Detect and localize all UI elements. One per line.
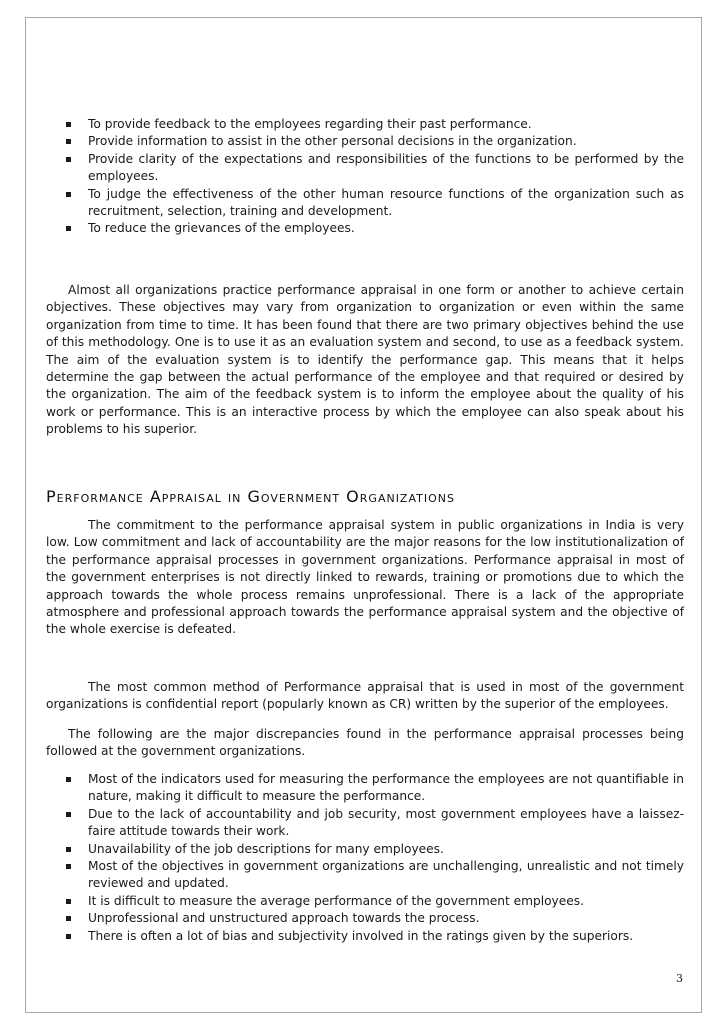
list-item: To judge the effectiveness of the other human resource functions of the organization such as recruitment, selection, training and development. <box>46 186 684 221</box>
government-paragraph-3: The following are the major discrepancies found in the performance appraisal processes being followed at the government organizations. <box>46 727 684 759</box>
bullet-square-icon <box>66 864 71 869</box>
government-paragraph-2-block <box>46 679 684 714</box>
bullet-square-icon <box>66 157 71 162</box>
discrepancies-list-block <box>46 771 684 945</box>
page-number: 3 <box>676 972 683 985</box>
list-item: It is difficult to measure the average performance of the government employees. <box>46 893 684 910</box>
bullet-square-icon <box>66 899 71 904</box>
discrepancies-list <box>46 771 684 945</box>
section-heading: Performance Appraisal in Government Organizations <box>46 487 455 506</box>
government-paragraph-1: The commitment to the performance appraisal system in public organizations in India is very low. Low commitment and lack of accountability are the major reasons for the low institutionalization of the performance appraisal processes in government organizations. Performance appraisal in most of the government enterprises is not directly linked to rewards, training or promotions due to which the approach towards the whole process remains unprofessional. There is a lack of the appropriate atmosphere and professional approach towards the performance appraisal system and the objective of the whole exercise is defeated. <box>46 518 684 637</box>
bullet-square-icon <box>66 934 71 939</box>
bullet-square-icon <box>66 847 71 852</box>
government-paragraph-3-block <box>46 726 684 761</box>
objectives-list-block <box>46 116 684 238</box>
list-item: There is often a lot of bias and subjectivity involved in the ratings given by the superiors. <box>46 928 684 945</box>
list-item: Unavailability of the job descriptions for many employees. <box>46 841 684 858</box>
bullet-square-icon <box>66 139 71 144</box>
list-item: Provide clarity of the expectations and responsibilities of the functions to be performed by the employees. <box>46 151 684 186</box>
list-item: Provide information to assist in the other personal decisions in the organization. <box>46 133 684 150</box>
list-item: Most of the objectives in government organizations are unchallenging, unrealistic and not timely reviewed and updated. <box>46 858 684 893</box>
bullet-square-icon <box>66 226 71 231</box>
government-paragraph-2: The most common method of Performance appraisal that is used in most of the government organizations is confidential report (popularly known as CR) written by the superior of the employees. <box>46 680 684 712</box>
objectives-list <box>46 116 684 238</box>
objectives-paragraph-block <box>46 282 684 439</box>
bullet-square-icon <box>66 916 71 921</box>
list-item: To provide feedback to the employees regarding their past performance. <box>46 116 684 133</box>
list-item: Unprofessional and unstructured approach towards the process. <box>46 910 684 927</box>
list-item: To reduce the grievances of the employees. <box>46 220 684 237</box>
list-item: Most of the indicators used for measuring the performance the employees are not quantifiable in nature, making it difficult to measure the performance. <box>46 771 684 806</box>
bullet-square-icon <box>66 192 71 197</box>
bullet-square-icon <box>66 777 71 782</box>
bullet-square-icon <box>66 812 71 817</box>
objectives-paragraph: Almost all organizations practice performance appraisal in one form or another to achieve certain objectives. These objectives may vary from organization to organization or even within the same organization from time to time. It has been found that there are two primary objectives behind the use of this methodology. One is to use it as an evaluation system and second, to use as a feedback system. The aim of the evaluation system is to identify the performance gap. This means that it helps determine the gap between the actual performance of the employee and that required or desired by the organization. The aim of the feedback system is to inform the employee about the quality of his work or performance. This is an interactive process by which the employee can also speak about his problems to his superior. <box>46 283 684 437</box>
list-item: Due to the lack of accountability and job security, most government employees have a laissez-faire attitude towards their work. <box>46 806 684 841</box>
bullet-square-icon <box>66 122 71 127</box>
government-paragraph-1-block <box>46 517 684 639</box>
